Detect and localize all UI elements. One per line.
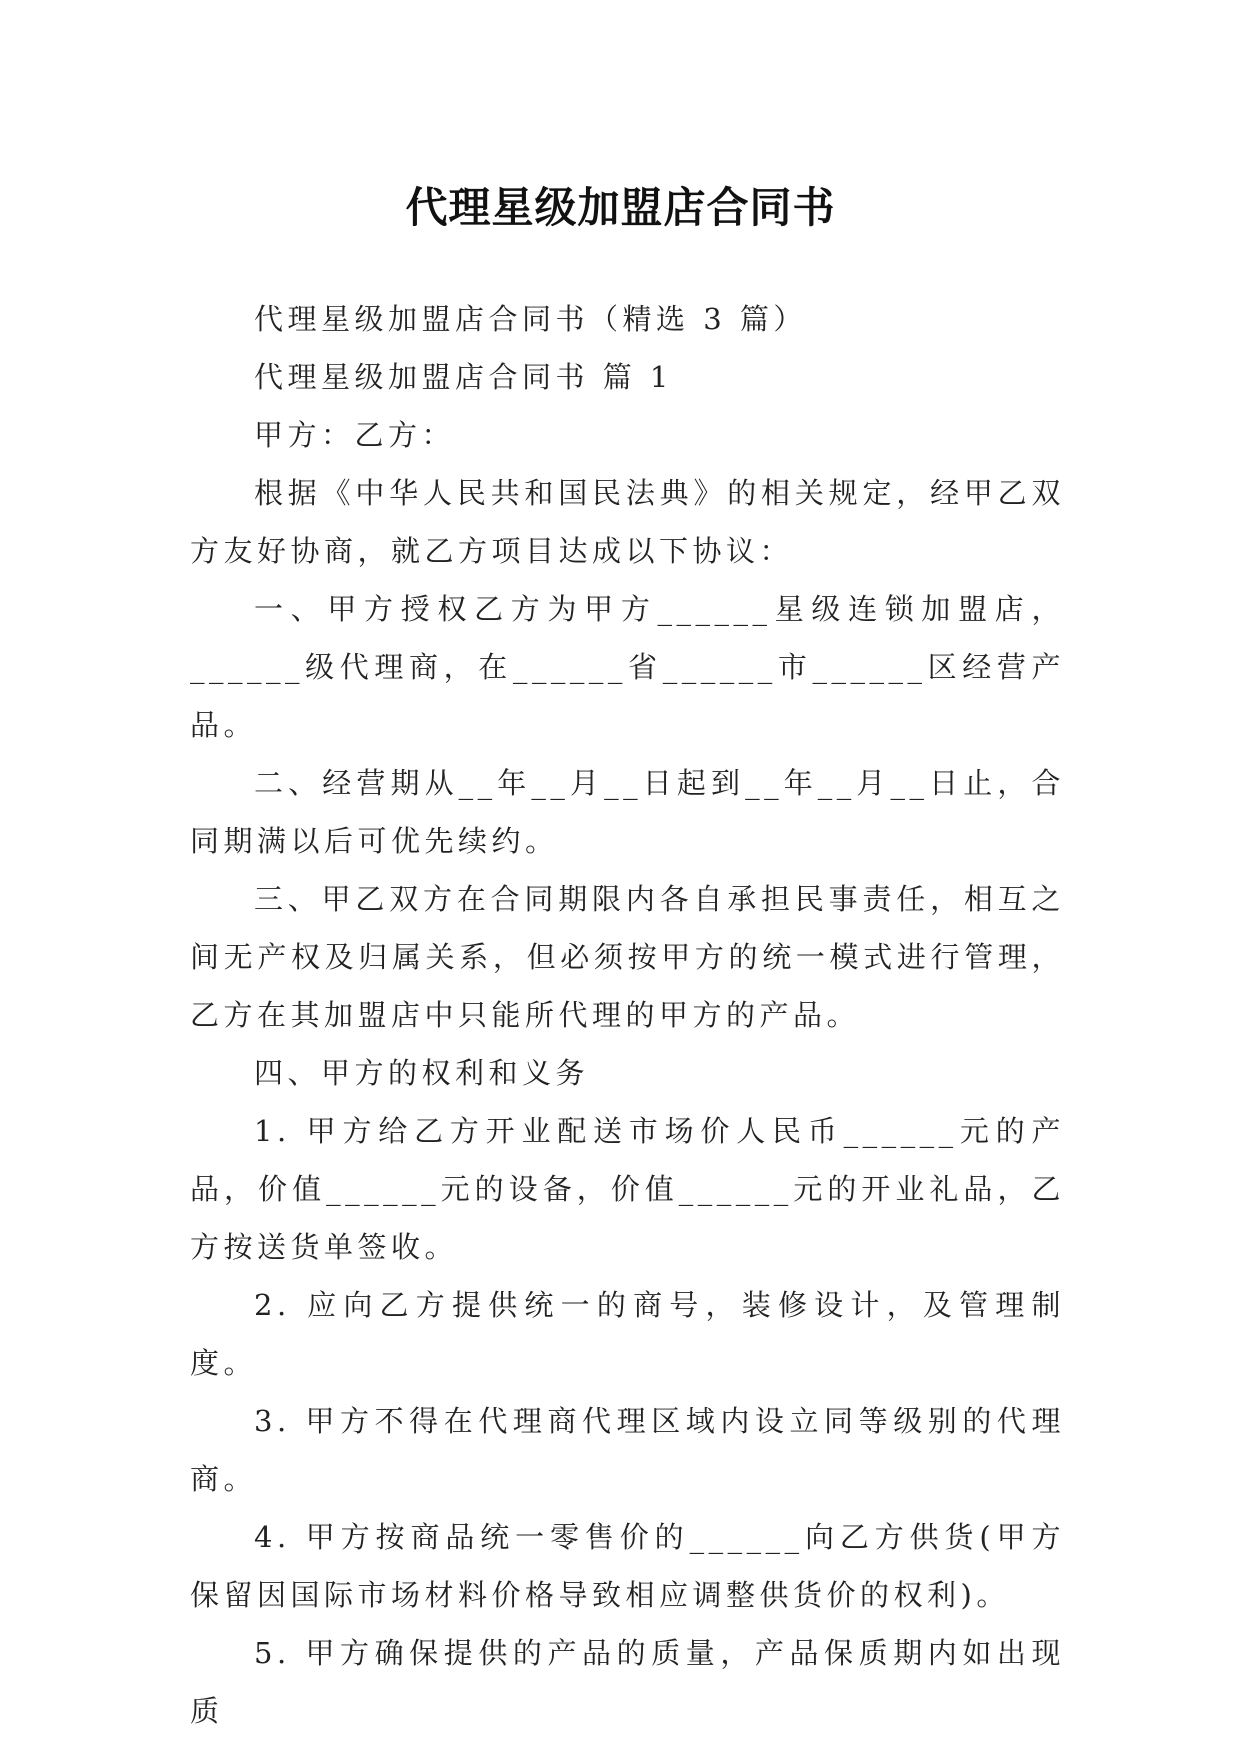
paragraph-parties: 甲方：乙方： (254, 418, 456, 452)
document-title: 代理星级加盟店合同书 (405, 183, 836, 233)
paragraph-preamble: 根据《中华人民共和国民法典》的相关规定，经甲乙双方友好协商，就乙方项目达成以下协议： (190, 476, 1065, 568)
paragraph-item-1: 1. 甲方给乙方开业配送市场价人民币______元的产品，价值______元的设备，价值______元的开业礼品，乙方按送货单签收。 (190, 1114, 1065, 1264)
paragraph-item-4: 4. 甲方按商品统一零售价的______向乙方供货(甲方保留因国际市场材料价格导致相应调整供货价的权利)。 (190, 1520, 1065, 1612)
paragraph-subtitle: 代理星级加盟店合同书（精选 3 篇） (254, 302, 807, 336)
paragraph-item-2: 2. 应向乙方提供统一的商号，装修设计，及管理制度。 (190, 1288, 1065, 1380)
paragraph-clause-2: 二、经营期从__年__月__日起到__年__月__日止，合同期满以后可优先续约。 (190, 766, 1065, 858)
paragraph-item-3: 3. 甲方不得在代理商代理区域内设立同等级别的代理商。 (190, 1404, 1065, 1496)
paragraph-clause-4-heading: 四、甲方的权利和义务 (254, 1056, 590, 1090)
paragraph-item-5: 5. 甲方确保提供的产品的质量，产品保质期内如出现质 (190, 1636, 1065, 1728)
paragraph-clause-1: 一、甲方授权乙方为甲方______星级连锁加盟店，______级代理商，在______省______市______区经营产品。 (190, 592, 1065, 742)
paragraph-clause-3: 三、甲乙双方在合同期限内各自承担民事责任，相互之间无产权及归属关系，但必须按甲方的统一模式进行管理，乙方在其加盟店中只能所代理的甲方的产品。 (190, 882, 1065, 1032)
document-body (190, 290, 1065, 1740)
paragraph-section-heading: 代理星级加盟店合同书 篇 1 (254, 360, 673, 394)
